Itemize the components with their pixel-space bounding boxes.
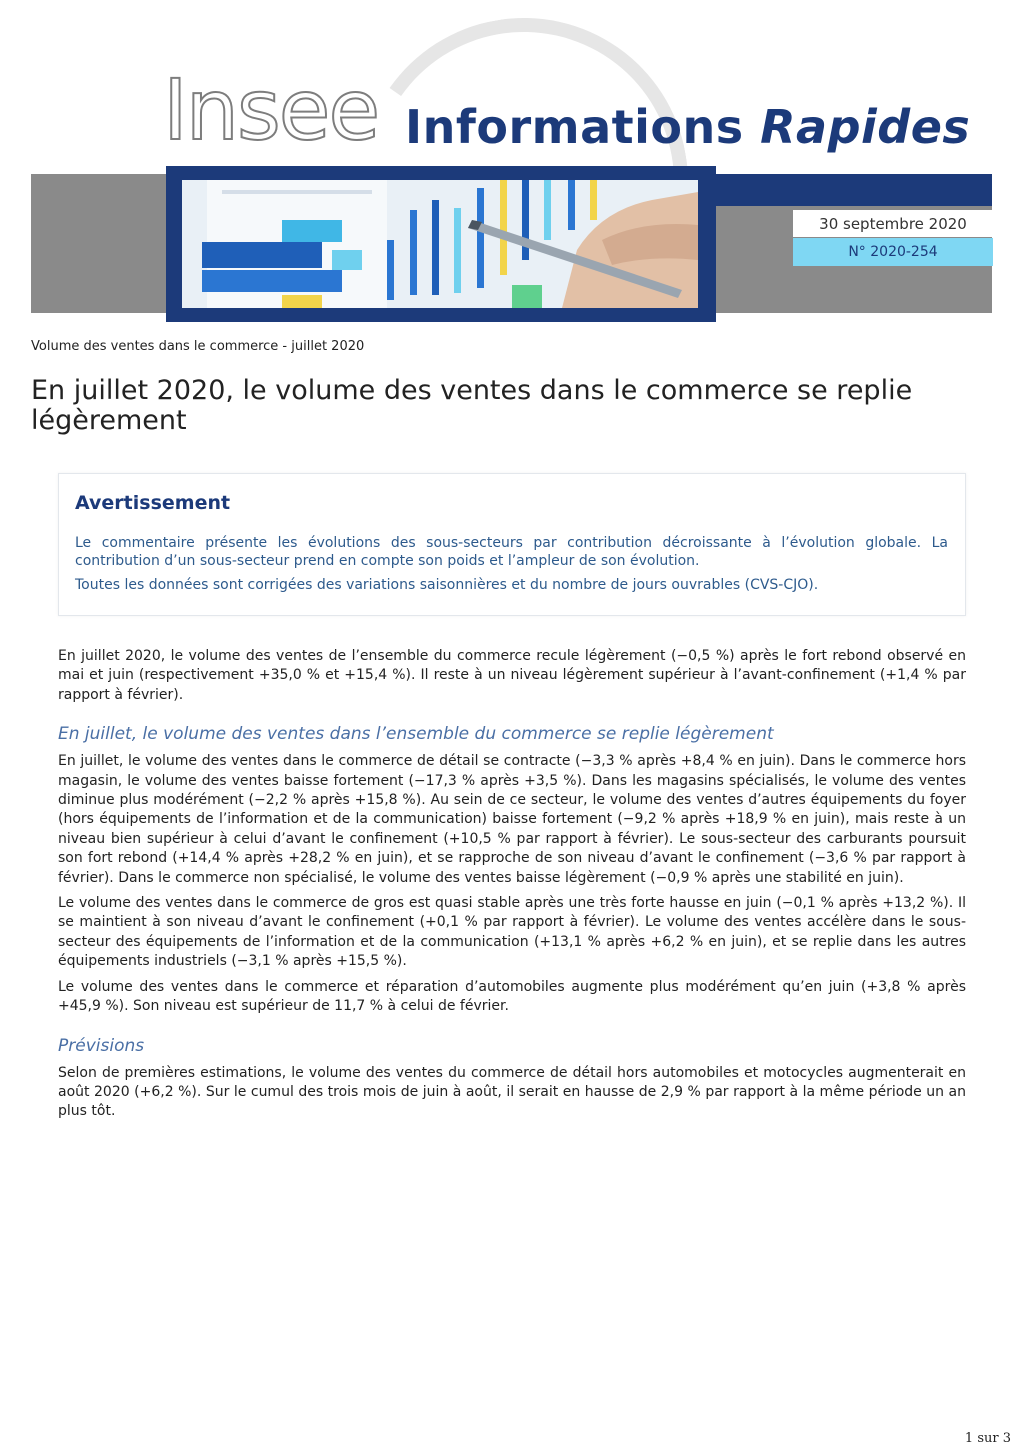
body-paragraph: Le volume des ventes dans le commerce et réparation d’automobiles augmente plus modérément qu’en juin (+3,8 % après +45,9 %). Son niveau est supérieur de 11,7 % à celui de février.	[58, 978, 966, 1015]
section-heading: Prévisions	[58, 1035, 145, 1056]
main-content	[58, 647, 966, 1128]
warning-title: Avertissement	[75, 492, 231, 514]
publication-title-main: Informations	[405, 100, 744, 154]
publication-title	[405, 100, 970, 154]
header-blue-band	[716, 174, 992, 206]
publication-number: N° 2020-254	[793, 238, 993, 266]
breadcrumb: Volume des ventes dans le commerce - juillet 2020	[31, 339, 365, 354]
page-title: En juillet 2020, le volume des ventes dans le commerce se replie légèrement	[31, 375, 913, 436]
warning-paragraph: Toutes les données sont corrigées des variations saisonnières et du nombre de jours ouvrables (CVS-CJO).	[75, 577, 819, 593]
chart-illustration-image	[182, 180, 698, 308]
warning-paragraph: Le commentaire présente les évolutions des sous-secteurs par contribution décroissante à l’évolution globale. La contribution d’un sous-secteur prend en compte son poids et l’ampleur de son évolution.	[75, 535, 948, 569]
photo-content	[182, 180, 698, 308]
body-paragraph: Selon de premières estimations, le volume des ventes du commerce de détail hors automobiles et motocycles augmenterait en août 2020 (+6,2 %). Sur le cumul des trois mois de juin à août, il serait en hausse de 2,9 % par rapport à la même période un an plus tôt.	[58, 1064, 966, 1120]
publication-date: 30 septembre 2020	[793, 210, 993, 237]
section-heading: En juillet, le volume des ventes dans l’ensemble du commerce se replie légèrement	[58, 724, 774, 745]
intro-paragraph: En juillet 2020, le volume des ventes de l’ensemble du commerce recule légèrement (−0,5 %) après le fort rebond observé en mai et juin (respectivement +35,0 % et +15,4 %). Il reste à un niveau légèrement supérieur à l’avant-confinement (+1,4 % par rapport à février).	[58, 648, 966, 703]
body-paragraph: Le volume des ventes dans le commerce de gros est quasi stable après une très forte hausse en juin (−0,1 % après +13,2 %). Il se maintient à son niveau d’avant le confinement (+0,1 % par rapport à février). Le volume des ventes accélère dans le sous-secteur des équipements de l’information et de la communication (+13,1 % après +6,2 % en juin), et se replie dans les autres équipements industriels (−3,1 % après +15,5 %).	[58, 895, 966, 970]
header-chart-photo	[166, 166, 716, 322]
insee-logo: Insee	[163, 61, 379, 159]
warning-box	[58, 473, 966, 616]
publication-title-accent: Rapides	[760, 100, 971, 154]
body-paragraph: En juillet, le volume des ventes dans le commerce de détail se contracte (−3,3 % après +8,4 % en juin). Dans le commerce hors magasin, le volume des ventes baisse fortement (−17,3 % après +3,5 %). Dans les magasins spécialisés, le volume des ventes diminue plus modérément (−2,2 % après +15,8 %). Au sein de ce secteur, le volume des ventes d’autres équipements du foyer (hors équipements de l’information et de la communication) baisse fortement (−9,2 % après +18,9 % en juin), mais reste à un niveau bien supérieur à celui d’avant le confinement (+10,5 % par rapport à février). Le sous-secteur des carburants poursuit son fort rebond (+14,4 % après +28,2 % en juin), et se rapproche de son niveau d’avant le confinement (−3,6 % par rapport à février). Dans le commerce non spécialisé, le volume des ventes baisse légèrement (−0,9 % après une stabilité en juin).	[58, 753, 966, 886]
page-number: 1 sur 3	[964, 1431, 1011, 1446]
